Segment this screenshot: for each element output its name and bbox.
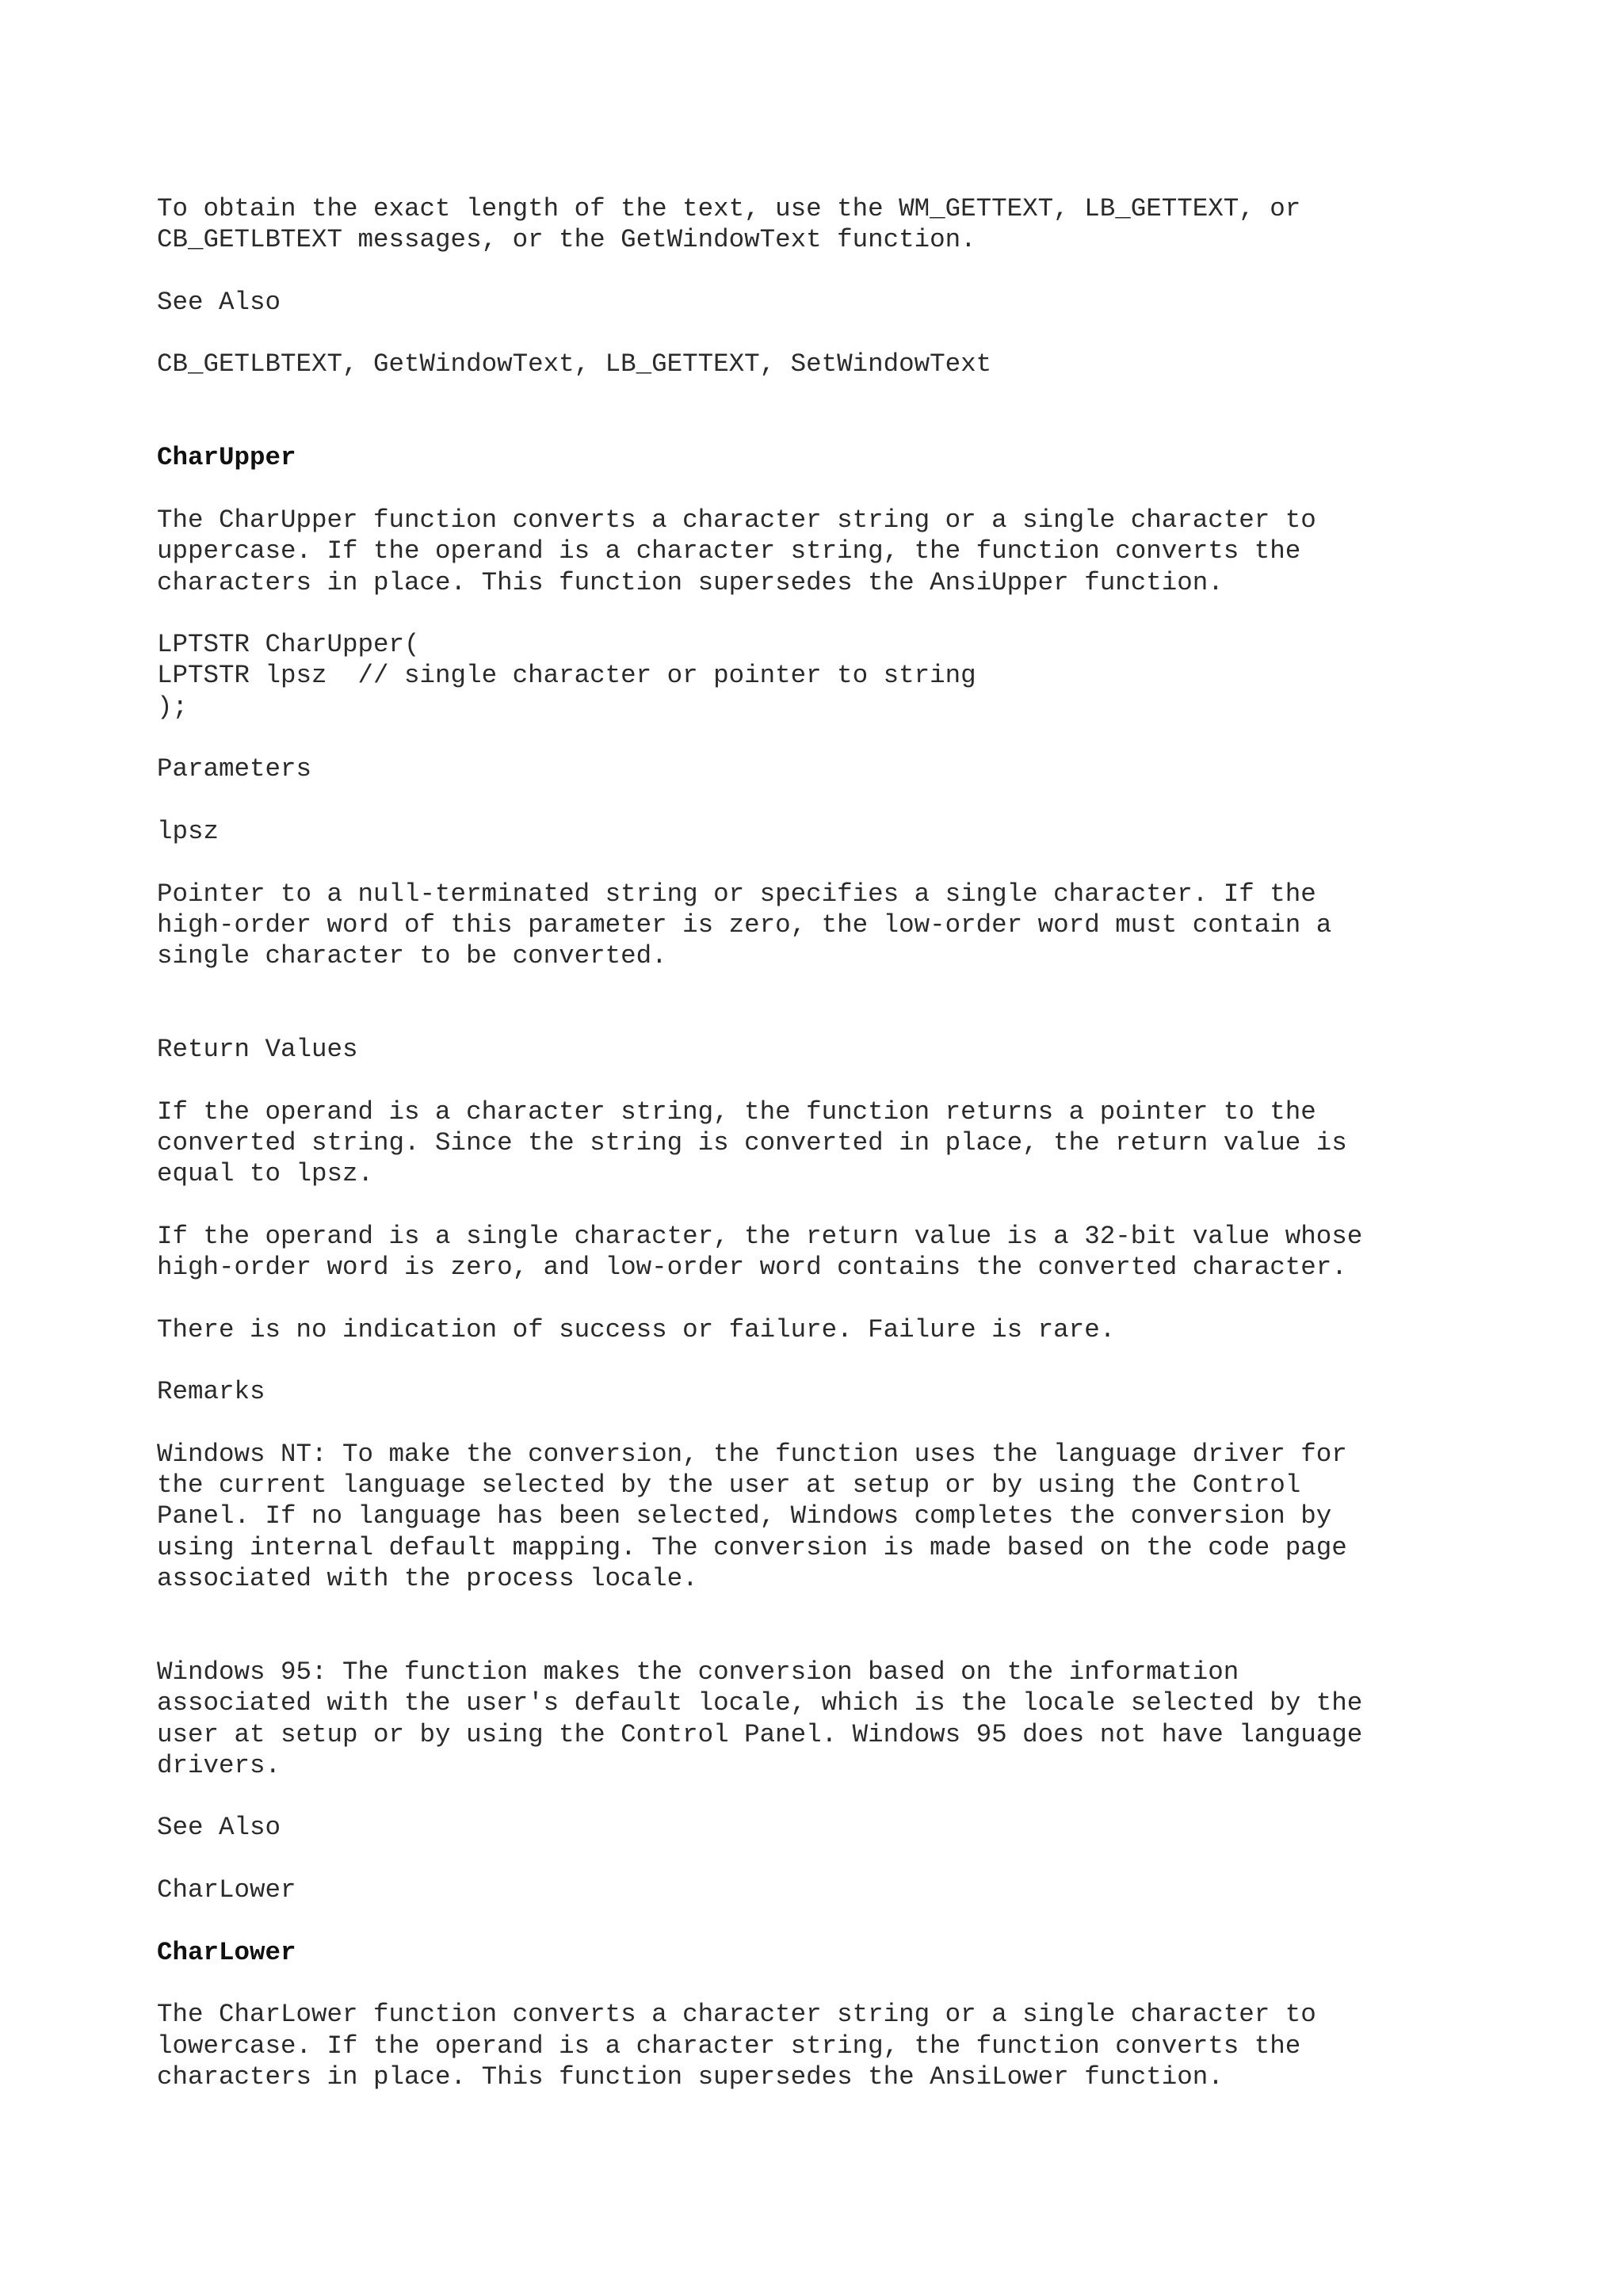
paragraph xyxy=(157,505,1520,598)
text-line: CharLower xyxy=(157,1875,296,1905)
paragraph xyxy=(157,1314,1520,1345)
section-heading xyxy=(157,442,1520,473)
text-line: single character to be converted. xyxy=(157,941,667,971)
text-line: ); xyxy=(157,692,189,722)
text-line: user at setup or by using the Control Panel. Windows 95 does not have language xyxy=(157,1719,1363,1749)
text-line: The CharUpper function converts a character string or a single character to xyxy=(157,505,1316,535)
text-line: See Also xyxy=(157,1813,281,1843)
text-line: There is no indication of success or failure. Failure is rare. xyxy=(157,1314,1116,1344)
text-line: LPTSTR lpsz // single character or pointer to string xyxy=(157,661,976,691)
text-line: Windows NT: To make the conversion, the function uses the language driver for xyxy=(157,1439,1347,1469)
paragraph xyxy=(157,1875,1520,1905)
text-line: CB_GETLBTEXT messages, or the GetWindowText function. xyxy=(157,225,976,255)
text-line: Return Values xyxy=(157,1035,358,1065)
code-block xyxy=(157,629,1520,723)
text-line: LPTSTR CharUpper( xyxy=(157,630,420,660)
text-line: high-order word of this parameter is zero, the low-order word must contain a xyxy=(157,910,1332,940)
text-line: associated with the process locale. xyxy=(157,1564,698,1594)
text-line: Windows 95: The function makes the conversion based on the information xyxy=(157,1657,1239,1687)
text-line: high-order word is zero, and low-order word contains the converted character. xyxy=(157,1253,1347,1283)
text-line: converted string. Since the string is converted in place, the return value is xyxy=(157,1127,1347,1158)
paragraph xyxy=(157,816,1520,847)
paragraph xyxy=(157,1999,1520,2092)
text-line: Remarks xyxy=(157,1377,265,1407)
section-heading xyxy=(157,1937,1520,1968)
paragraph xyxy=(157,193,1520,256)
paragraph xyxy=(157,1097,1520,1190)
text-line: If the operand is a single character, the return value is a 32-bit value whose xyxy=(157,1221,1363,1251)
text-line: Pointer to a null-terminated string or specifies a single character. If the xyxy=(157,879,1316,909)
text-line: the current language selected by the user at setup or by using the Control xyxy=(157,1470,1301,1501)
paragraph xyxy=(157,287,1520,318)
heading-text: CharLower xyxy=(157,1937,296,1967)
text-line: CB_GETLBTEXT, GetWindowText, LB_GETTEXT, SetWindowText xyxy=(157,349,992,379)
text-line: The CharLower function converts a character string or a single character to xyxy=(157,2000,1316,2030)
text-line: Parameters xyxy=(157,754,312,784)
text-line: drivers. xyxy=(157,1750,281,1780)
paragraph xyxy=(157,349,1520,379)
paragraph xyxy=(157,1812,1520,1843)
paragraph xyxy=(157,1221,1520,1283)
text-line: If the operand is a character string, the function returns a pointer to the xyxy=(157,1097,1316,1127)
text-line: To obtain the exact length of the text, use the WM_GETTEXT, LB_GETTEXT, or xyxy=(157,194,1301,223)
text-line: using internal default mapping. The conversion is made based on the code page xyxy=(157,1532,1347,1562)
text-line: equal to lpsz. xyxy=(157,1159,374,1189)
paragraph xyxy=(157,1376,1520,1407)
paragraph xyxy=(157,753,1520,784)
text-line: Panel. If no language has been selected, Windows completes the conversion by xyxy=(157,1501,1332,1531)
paragraph xyxy=(157,879,1520,972)
heading-text: CharUpper xyxy=(157,443,296,473)
document-page xyxy=(157,193,1520,2092)
text-line: uppercase. If the operand is a character string, the function converts the xyxy=(157,536,1301,566)
paragraph xyxy=(157,1034,1520,1065)
paragraph xyxy=(157,1657,1520,1781)
text-line: See Also xyxy=(157,287,281,317)
text-line: characters in place. This function supersedes the AnsiUpper function. xyxy=(157,567,1224,597)
text-line: lowercase. If the operand is a character string, the function converts the xyxy=(157,2031,1301,2061)
text-line: associated with the user's default locale, which is the locale selected by the xyxy=(157,1688,1363,1718)
text-line: lpsz xyxy=(157,816,220,846)
text-line: characters in place. This function supersedes the AnsiLower function. xyxy=(157,2061,1224,2092)
paragraph xyxy=(157,1439,1520,1594)
